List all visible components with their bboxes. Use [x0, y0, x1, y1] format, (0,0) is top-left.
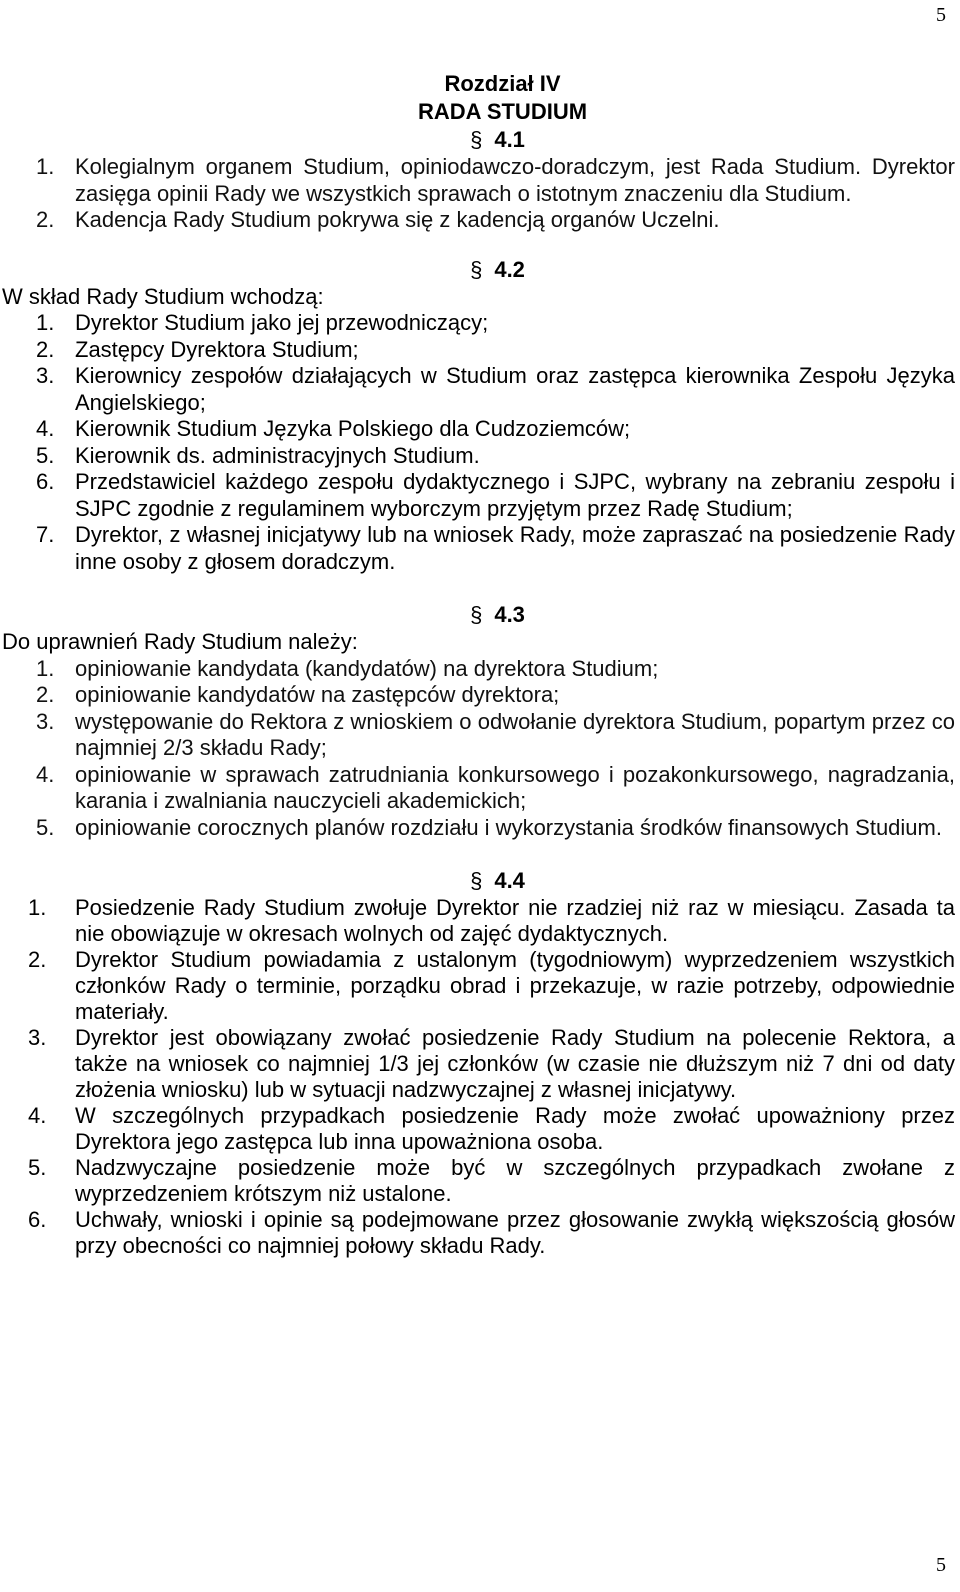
item-number: 3.	[28, 1025, 47, 1050]
item-text: Kolegialnym organem Studium, opiniodawczo-doradczym, jest Rada Studium. Dyrektor zasięga opinii Rady we wszystkich sprawach o istotnym znaczeniu dla Studium.	[75, 154, 955, 206]
item-number: 4.	[28, 1103, 47, 1128]
list-item	[0, 709, 955, 762]
item-number: 5.	[36, 442, 55, 468]
item-number: 2.	[36, 207, 55, 232]
section-number: 4.2	[494, 256, 525, 282]
item-number: 2.	[28, 947, 47, 972]
item-text: występowanie do Rektora z wnioskiem o odwołanie dyrektora Studium, popartym przez co najmniej 2/3 składu Rady;	[75, 708, 955, 760]
item-number: 5.	[28, 1155, 47, 1180]
item-text: Posiedzenie Rady Studium zwołuje Dyrektor nie rzadziej niż raz w miesiącu. Zasada ta nie obowiązuje w okresach wolnych od zajęć dydaktycznych.	[75, 895, 955, 946]
section-4-3-list	[0, 656, 955, 842]
section-4-1-list	[0, 154, 955, 234]
item-number: 6.	[36, 469, 55, 494]
item-number: 5.	[36, 814, 55, 840]
list-item	[0, 469, 955, 522]
chapter-title: Rozdział IV	[444, 71, 561, 96]
list-item	[0, 947, 955, 1025]
list-item	[0, 1103, 955, 1155]
section-symbol: §	[470, 868, 483, 893]
item-text: Przedstawiciel każdego zespołu dydaktycznego i SJPC, wybrany na zebraniu zespołu i SJPC zgodnie z regulaminem wyborczym przyjętym przez Radę Studium;	[75, 469, 955, 521]
item-text: Uchwały, wnioski i opinie są podejmowane przez głosowanie zwykłą większością głosów przy obecności co najmniej połowy składu Rady.	[75, 1207, 955, 1258]
list-item	[0, 1025, 955, 1103]
section-number: 4.1	[494, 127, 525, 152]
item-text: W szczególnych przypadkach posiedzenie Rady może zwołać upoważniony przez Dyrektora jego zastępca lub inna upoważniona osoba.	[75, 1103, 955, 1154]
list-item	[0, 154, 955, 207]
list-item	[0, 1207, 955, 1259]
item-number: 4.	[36, 761, 55, 787]
list-item	[0, 310, 955, 337]
section-4-2-list	[0, 310, 955, 575]
item-number: 1.	[28, 895, 47, 920]
item-text: opiniowanie w sprawach zatrudniania konkursowego i pozakonkursowego, nagradzania, karania i zwalniania nauczycieli akademickich;	[75, 761, 955, 813]
section-number: 4.4	[494, 868, 525, 893]
item-text: Dyrektor Studium powiadamia z ustalonym (tygodniowym) wyprzedzeniem wszystkich członków Rady o terminie, porządku obrad i przekazuje, w razie potrzeby, odpowiednie materiały.	[75, 947, 955, 1024]
item-text: Dyrektor jest obowiązany zwołać posiedzenie Rady Studium na polecenie Rektora, a także na wniosek co najmniej 1/3 jej członków (w czasie nie dłuższym niż 7 dni od daty złożenia wniosku) lub w sytuacji nadzwyczajnej z własnej inicjatywy.	[75, 1025, 955, 1102]
item-text: Dyrektor, z własnej inicjatywy lub na wniosek Rady, może zapraszać na posiedzenie Rady inne osoby z głosem doradczym.	[75, 522, 955, 574]
item-text: Kierownik ds. administracyjnych Studium.	[75, 442, 480, 468]
item-text: Dyrektor Studium jako jej przewodniczący;	[75, 310, 489, 335]
section-symbol: §	[470, 256, 483, 282]
section-4-3-intro: Do uprawnień Rady Studium należy:	[2, 629, 358, 654]
section-number: 4.3	[494, 602, 525, 627]
section-heading-4-1	[40, 126, 955, 154]
item-number: 2.	[36, 682, 55, 707]
list-item	[0, 207, 955, 234]
list-item	[0, 895, 955, 947]
item-text: Kierownicy zespołów działających w Studium oraz zastępca kierownika Zespołu Języka Angielskiego;	[75, 363, 955, 415]
item-text: Kierownik Studium Języka Polskiego dla Cudzoziemców;	[75, 416, 631, 441]
section-4-4-list	[0, 895, 955, 1259]
list-item	[0, 363, 955, 416]
item-number: 6.	[28, 1207, 47, 1232]
item-number: 2.	[36, 336, 55, 362]
item-number: 4.	[36, 416, 55, 441]
section-symbol: §	[470, 602, 483, 627]
section-heading-4-3	[40, 601, 955, 629]
list-item	[0, 682, 955, 709]
item-number: 3.	[36, 708, 55, 734]
section-symbol: §	[470, 127, 483, 152]
section-heading-4-2	[40, 256, 955, 284]
page-number-bottom: 5	[936, 1554, 946, 1576]
item-number: 1.	[36, 154, 55, 179]
item-number: 7.	[36, 522, 55, 547]
list-item	[0, 656, 955, 683]
chapter-subtitle: RADA STUDIUM	[417, 99, 588, 124]
item-text: opiniowanie corocznych planów rozdziału i wykorzystania środków finansowych Studium.	[75, 814, 942, 840]
list-item	[0, 443, 955, 470]
section-4-2-intro: W skład Rady Studium wchodzą:	[2, 283, 324, 309]
page-number-top: 5	[936, 4, 946, 26]
list-item	[0, 762, 955, 815]
document-body	[0, 70, 955, 1259]
item-text: opiniowanie kandydata (kandydatów) na dyrektora Studium;	[75, 655, 659, 681]
item-text: opiniowanie kandydatów na zastępców dyrektora;	[75, 682, 560, 707]
list-item	[0, 337, 955, 364]
list-item	[0, 815, 955, 842]
item-number: 3.	[36, 363, 55, 388]
item-text: Zastępcy Dyrektora Studium;	[75, 336, 359, 362]
item-text: Nadzwyczajne posiedzenie może być w szczególnych przypadkach zwołane z wyprzedzeniem krótszym niż ustalone.	[75, 1155, 955, 1206]
item-text: Kadencja Rady Studium pokrywa się z kadencją organów Uczelni.	[75, 207, 720, 232]
item-number: 1.	[36, 655, 55, 681]
list-item	[0, 416, 955, 443]
list-item	[0, 1155, 955, 1207]
list-item	[0, 522, 955, 575]
section-heading-4-4	[40, 867, 955, 895]
item-number: 1.	[36, 310, 55, 335]
